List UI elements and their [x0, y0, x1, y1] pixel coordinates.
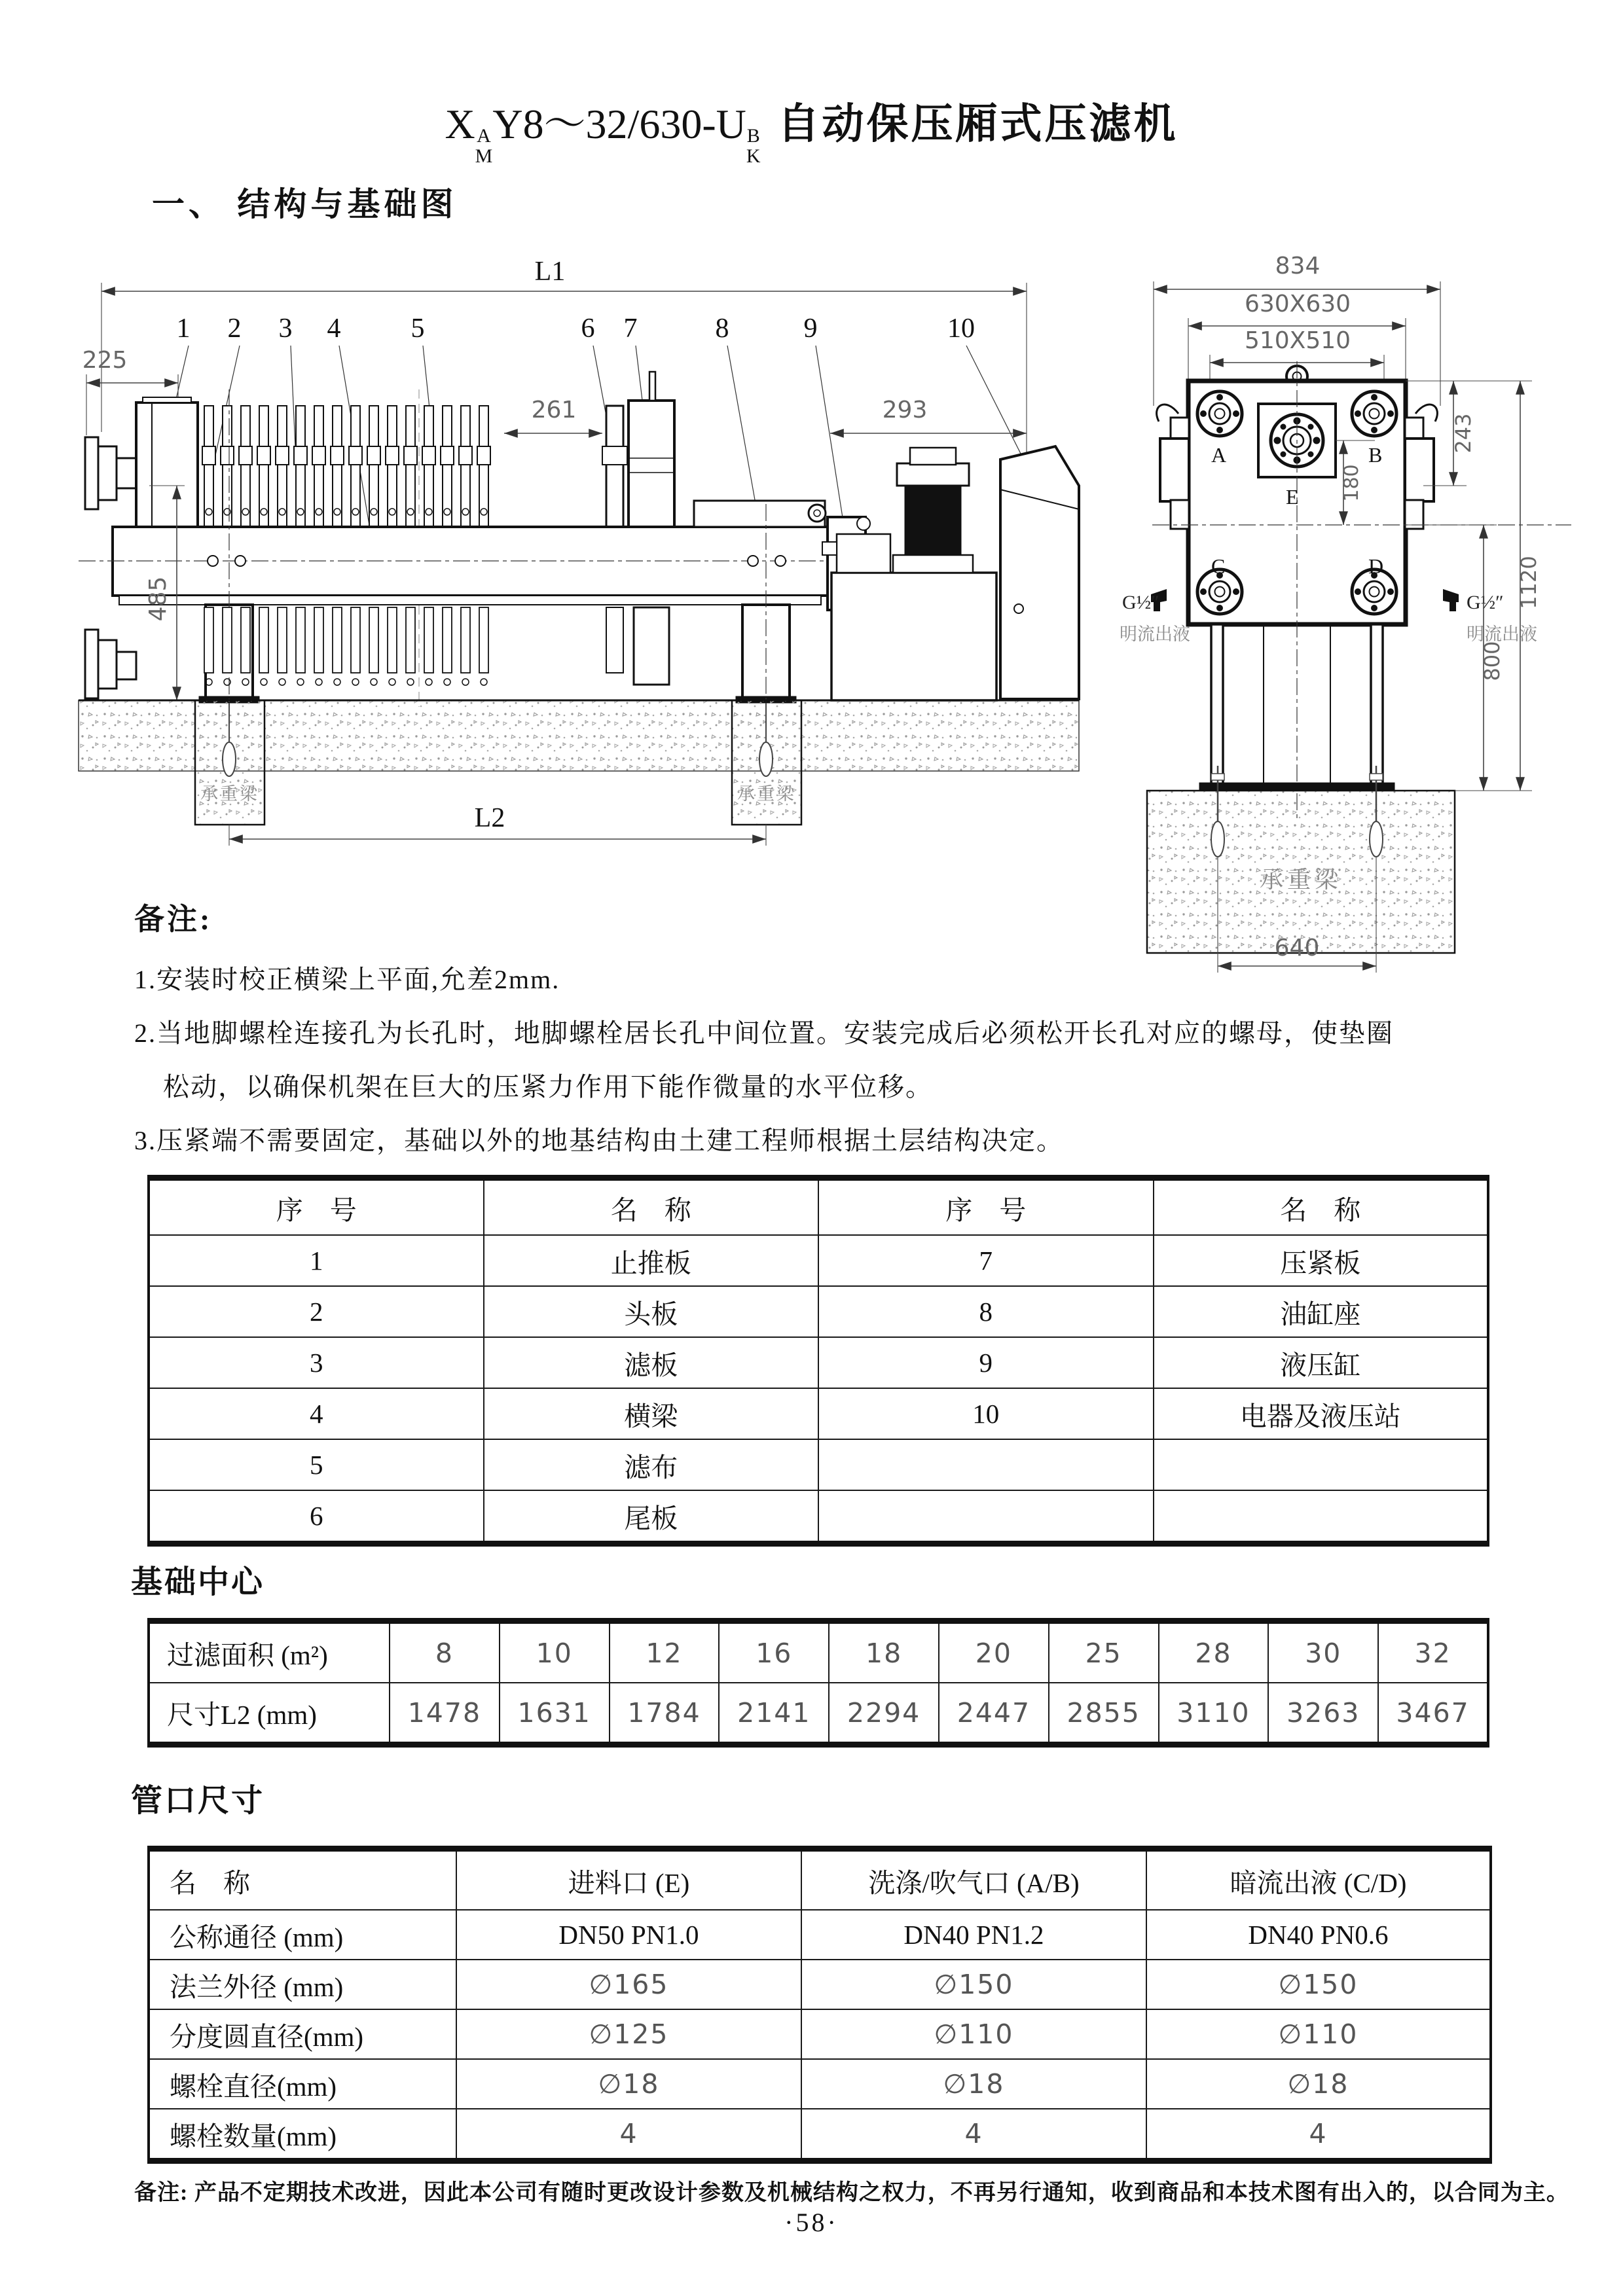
pipe-cell: ∅110: [1146, 2009, 1491, 2059]
dim-1120: [1516, 381, 1541, 791]
parts-header-name-1: 名 称: [484, 1178, 819, 1236]
pipe-cell: 螺栓直径(mm): [149, 2059, 456, 2109]
area-value: 20: [939, 1621, 1049, 1683]
callout-3: 3: [278, 314, 293, 344]
table-row: [149, 1910, 1491, 1960]
parts-cell: 液压缸: [1154, 1337, 1489, 1388]
parts-cell: [1154, 1490, 1489, 1544]
feed-flange-top: [85, 437, 136, 509]
parts-cell: 10: [818, 1388, 1154, 1439]
parts-cell: 2: [149, 1286, 484, 1337]
parts-cell: 尾板: [484, 1490, 819, 1544]
page-title: [0, 90, 1623, 166]
control-cabinet: [1000, 446, 1079, 699]
parts-cell: 3: [149, 1337, 484, 1388]
l2-value: 3263: [1268, 1683, 1378, 1745]
pressing-plate: [629, 372, 674, 527]
pipe-header-feed: 进料口 (E): [456, 1849, 801, 1910]
pipe-header-wash: 洗涤/吹气口 (A/B): [801, 1849, 1146, 1910]
pipe-cell: 螺栓数量(mm): [149, 2109, 456, 2161]
pipe-cell: ∅165: [456, 1960, 801, 2009]
area-value: 8: [390, 1621, 500, 1683]
area-value: 18: [829, 1621, 939, 1683]
parts-cell: 5: [149, 1439, 484, 1490]
dim-800: [1406, 525, 1532, 791]
callout-7: 7: [623, 314, 638, 344]
dim-1120-label: 1120: [1516, 556, 1541, 609]
port-label-b: B: [1368, 443, 1383, 467]
dim-834-label: 834: [1275, 253, 1321, 279]
table-row: [149, 1621, 1488, 1683]
dim-261-label: 261: [531, 397, 577, 423]
dim-800-label: 800: [1480, 641, 1504, 681]
dim-243-label: 243: [1451, 413, 1476, 454]
pipe-cell: 4: [801, 2109, 1146, 2161]
callout-6: 6: [581, 314, 595, 344]
area-value: 32: [1378, 1621, 1488, 1683]
pipe-cell: ∅125: [456, 2009, 801, 2059]
table-row: [149, 1490, 1488, 1544]
l2-value: 3467: [1378, 1683, 1488, 1745]
table-row: [149, 1439, 1488, 1490]
motor: [905, 484, 961, 555]
title-sup-a: A: [477, 125, 491, 147]
parts-cell: 头板: [484, 1286, 819, 1337]
pipe-cell: ∅18: [801, 2059, 1146, 2109]
hydraulic-station: [822, 446, 1079, 700]
section-heading: 一、 结构与基础图: [152, 186, 458, 223]
thread-label-right: G½″: [1467, 592, 1504, 613]
dim-l2-label: L2: [474, 803, 505, 833]
filter-plate-pack: [202, 406, 490, 527]
table-row: [149, 1683, 1488, 1745]
thread-label-left: G½″: [1122, 592, 1159, 613]
tap-icon-right: [1443, 589, 1459, 611]
parts-cell: 6: [149, 1490, 484, 1544]
dim-293: [830, 397, 1027, 433]
l2-value: 2855: [1049, 1683, 1159, 1745]
area-value: 10: [500, 1621, 610, 1683]
title-sub-k: K: [746, 145, 761, 167]
pipe-cell: 公称通径 (mm): [149, 1910, 456, 1960]
l2-value: 1478: [390, 1683, 500, 1745]
footer-note: 备注: 产品不定期技术改进，因此本公司有随时更改设计参数及机械结构之权力，不再另行通知，收到商品和本技术图有出入的，以合同为主。: [134, 2181, 1569, 2205]
outflow-label-right: 明流出液: [1467, 624, 1537, 644]
pipe-cell: ∅150: [1146, 1960, 1491, 2009]
port-flange-b: [1352, 391, 1396, 436]
parts-cell: [818, 1439, 1154, 1490]
foundation-side: [79, 700, 1079, 825]
port-label-e: E: [1286, 485, 1299, 509]
table-row: [149, 1337, 1488, 1388]
pipe-cell: ∅18: [456, 2059, 801, 2109]
parts-header-no-2: 序 号: [818, 1178, 1154, 1236]
parts-cell: 7: [818, 1235, 1154, 1286]
pipe-cell: 4: [1146, 2109, 1491, 2161]
pipe-table: [147, 1846, 1492, 2164]
table-row: [149, 1286, 1488, 1337]
bearing-beam-label-right: 承重梁: [737, 784, 796, 804]
filter-plate-pack-lower: [204, 607, 669, 685]
thrust-plate: [136, 403, 198, 527]
area-value: 16: [719, 1621, 829, 1683]
bearing-beam-label: 承重梁: [1259, 867, 1343, 893]
note-line-2b: 松动，以确保机架在巨大的压紧力作用下能作微量的水平位移。: [163, 1072, 933, 1102]
pipe-cell: ∅110: [801, 2009, 1146, 2059]
pipe-cell: ∅150: [801, 1960, 1146, 2009]
table-row: [149, 2059, 1491, 2109]
dim-510-label: 510X510: [1244, 327, 1351, 354]
note-line-2: 2.当地脚螺栓连接孔为长孔时，地脚螺栓居长孔中间位置。安装完成后必须松开长孔对应的螺母，使垫圈: [134, 1018, 1394, 1048]
callout-10: 10: [947, 314, 975, 344]
callout-2: 2: [227, 314, 242, 344]
parts-cell: [818, 1490, 1154, 1544]
notes-heading: 备注:: [134, 903, 213, 936]
dim-293-label: 293: [882, 397, 928, 423]
parts-cell: 压紧板: [1154, 1235, 1489, 1286]
notes-block: [134, 895, 1394, 1168]
parts-cell: 止推板: [484, 1235, 819, 1286]
pipe-header-outlet: 暗流出液 (C/D): [1146, 1849, 1491, 1910]
feed-flange-bottom: [85, 630, 136, 698]
parts-cell: 9: [818, 1337, 1154, 1388]
machine-end-view: [1151, 361, 1571, 818]
pipe-cell: DN40 PN1.2: [801, 1910, 1146, 1960]
dim-l2: [229, 803, 766, 846]
pipe-cell: 法兰外径 (mm): [149, 1960, 456, 2009]
dim-l1-label: L1: [534, 257, 566, 287]
side-bracket-right: [1405, 404, 1437, 529]
bearing-beam-label-left: 承重梁: [200, 784, 259, 804]
dim-485-label: 485: [145, 576, 172, 622]
dim-630-label: 630X630: [1244, 291, 1351, 317]
foundation-heading: 基础中心: [131, 1565, 265, 1600]
title-sub-m: M: [475, 145, 493, 167]
pipe-cell: ∅18: [1146, 2059, 1491, 2109]
cylinder-seat: [694, 501, 826, 527]
machine-side-view: [79, 372, 1079, 743]
foundation-row2-label: 尺寸L2 (mm): [149, 1683, 390, 1745]
parts-cell: 滤布: [484, 1439, 819, 1490]
parts-header-no-1: 序 号: [149, 1178, 484, 1236]
dim-l1: [101, 257, 1027, 524]
table-row: [149, 2009, 1491, 2059]
title-stack-am: [475, 126, 493, 166]
parts-cell: 8: [818, 1286, 1154, 1337]
parts-cell: 4: [149, 1388, 484, 1439]
area-value: 12: [610, 1621, 720, 1683]
port-label-d: D: [1368, 554, 1384, 578]
side-bracket-left: [1157, 404, 1189, 529]
callout-5: 5: [410, 314, 425, 344]
port-label-a: A: [1211, 443, 1227, 467]
l2-value: 2141: [719, 1683, 829, 1745]
l2-value: 2294: [829, 1683, 939, 1745]
parts-header-name-2: 名 称: [1154, 1178, 1489, 1236]
l2-value: 1784: [610, 1683, 720, 1745]
page-number: ·58·: [784, 2208, 839, 2237]
title-stack-bk: [746, 126, 761, 166]
title-sup-b: B: [746, 125, 760, 147]
table-row: [149, 1235, 1488, 1286]
pipe-cell: DN50 PN1.0: [456, 1910, 801, 1960]
pipe-header-name: 名 称: [149, 1849, 456, 1910]
pipe-cell: 分度圆直径(mm): [149, 2009, 456, 2059]
title-model-prefix: X: [445, 101, 475, 147]
pipe-table-wrap: [147, 1846, 1489, 2164]
foundation-row1-label: 过滤面积 (m²): [149, 1621, 390, 1683]
area-value: 30: [1268, 1621, 1378, 1683]
parts-cell: [1154, 1439, 1489, 1490]
parts-cell: 1: [149, 1235, 484, 1286]
dim-640-label: 640: [1274, 935, 1320, 961]
callout-9: 9: [803, 314, 818, 344]
parts-cell: 油缸座: [1154, 1286, 1489, 1337]
port-label-c: C: [1211, 554, 1226, 578]
outflow-label-left: 明流出液: [1120, 624, 1190, 644]
parts-cell: 横梁: [484, 1388, 819, 1439]
callout-1: 1: [176, 314, 191, 344]
table-row: [149, 1388, 1488, 1439]
parts-cell: 电器及液压站: [1154, 1388, 1489, 1439]
title-machine-name: 自动保压厢式压滤机: [777, 101, 1178, 147]
table-row: [149, 1960, 1491, 2009]
l2-value: 3110: [1159, 1683, 1269, 1745]
l2-value: 2447: [939, 1683, 1049, 1745]
note-line-3: 3.压紧端不需要固定，基础以外的地基结构由土建工程师根据土层结构决定。: [134, 1126, 1064, 1155]
callout-8: 8: [715, 314, 729, 344]
table-row: [149, 2109, 1491, 2161]
area-value: 25: [1049, 1621, 1159, 1683]
tail-plate: [606, 406, 623, 527]
parts-cell: 滤板: [484, 1337, 819, 1388]
port-flange-a: [1197, 391, 1242, 436]
side-view-drawing: [79, 242, 1080, 857]
foundation-table-wrap: [147, 1618, 1489, 1748]
pipe-cell: DN40 PN0.6: [1146, 1910, 1491, 1960]
parts-table-wrap: [147, 1175, 1489, 1547]
end-view-drawing: [1113, 242, 1623, 975]
title-model-mid: Y8～32/630-U: [492, 101, 746, 147]
l2-value: 1631: [500, 1683, 610, 1745]
dim-225-label: 225: [82, 347, 128, 374]
pipe-cell: 4: [456, 2109, 801, 2161]
main-beam: [79, 527, 871, 605]
note-line-1: 1.安装时校正横梁上平面,允差2mm.: [134, 965, 560, 994]
pipe-heading: 管口尺寸: [131, 1784, 265, 1818]
foundation-table: [147, 1618, 1489, 1748]
area-value: 28: [1159, 1621, 1269, 1683]
callout-4: 4: [327, 314, 341, 344]
dim-261: [504, 397, 602, 433]
parts-table: [147, 1175, 1489, 1547]
dim-180-label: 180: [1340, 464, 1363, 502]
